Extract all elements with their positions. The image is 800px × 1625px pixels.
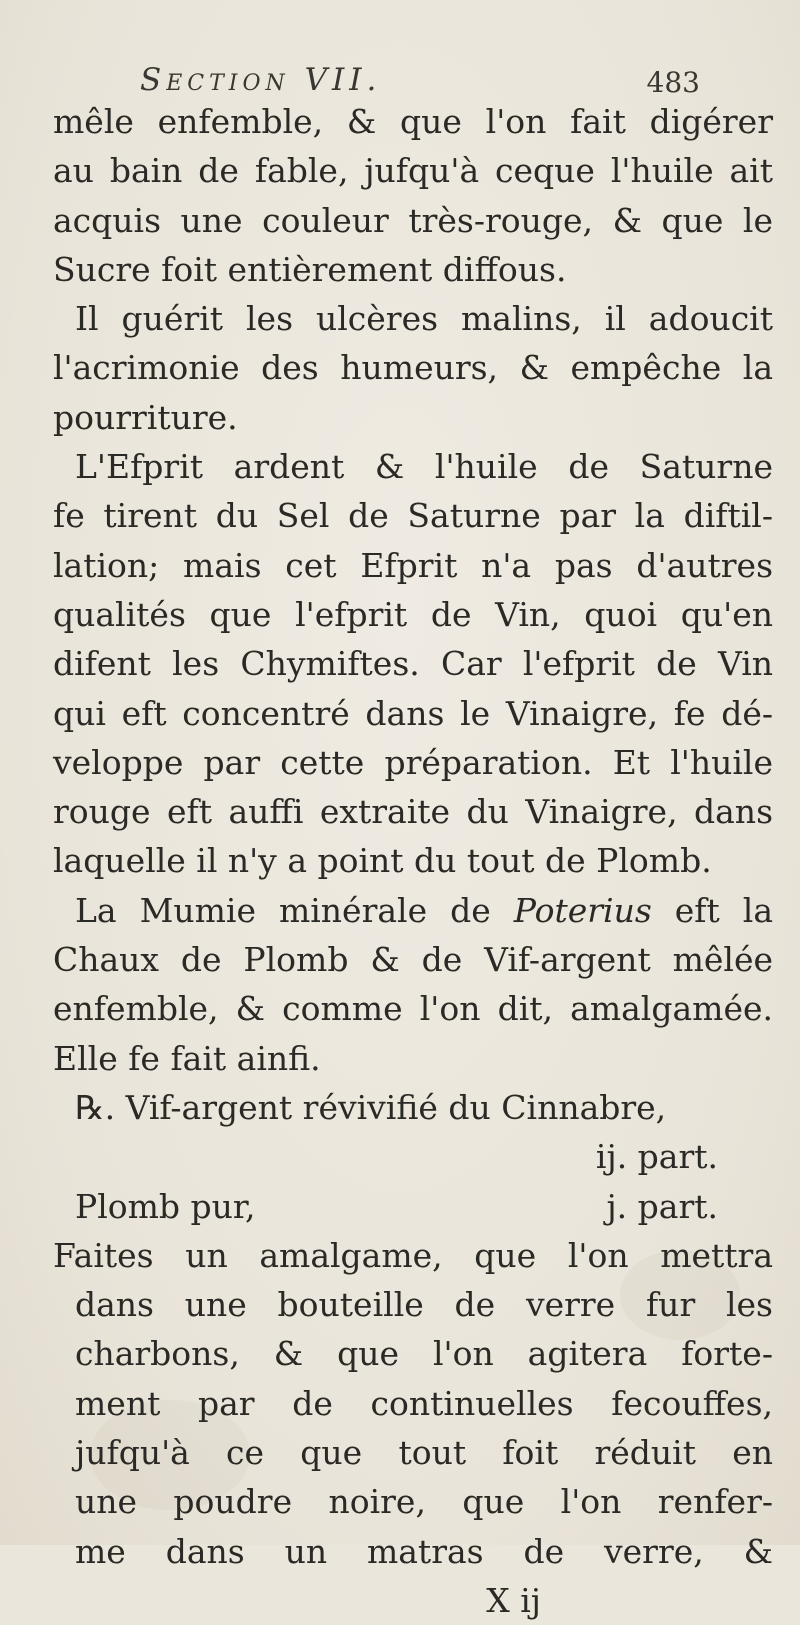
signature-mark: X ij [486, 1580, 541, 1620]
text-line: pourriture. [53, 397, 238, 437]
text-line: mêle enfemble, & que l'on fait digérer [53, 102, 773, 141]
text-line: qui eft concentré dans le Vinaigre, fe dé- [53, 693, 773, 733]
text-line: difent les Chymiftes. Car l'efprit de Vin [53, 644, 773, 684]
text-line: au bain de fable, jufqu'à ceque l'huile ait [53, 151, 773, 191]
recipe-line [53, 1182, 773, 1231]
text-line: qualités que l'efprit de Vin, quoi qu'en [53, 594, 773, 634]
text-segment: eft la [674, 890, 773, 930]
author-name: Poterius [513, 890, 652, 930]
text-line: rouge eft auffi extraite du Vinaigre, dans [53, 792, 773, 832]
recipe-line: ℞. Vif-argent révivifié du Cinnabre, [75, 1087, 667, 1127]
text-line: Sucre foit entièrement diffous. [53, 249, 567, 289]
text-line: lation; mais cet Efprit n'a pas d'autres [53, 545, 773, 585]
text-line: dans une bouteille de verre fur les [75, 1285, 773, 1325]
recipe-quantity: j. part. [606, 1186, 718, 1226]
text-line: fe tirent du Sel de Saturne par la diftil- [53, 496, 773, 536]
text-line: Chaux de Plomb & de Vif-argent mêlée [53, 940, 773, 980]
ingredient: Plomb pur, [75, 1186, 256, 1226]
running-head: Section VII. [140, 62, 382, 98]
text-line: Elle fe fait ainfi. [53, 1038, 321, 1078]
text-line: laquelle il n'y a point du tout de Plomb. [53, 841, 712, 881]
paragraph-start-line: L'Efprit ardent & l'huile de Saturne [75, 447, 773, 487]
text-line: acquis une couleur très-rouge, & que le [53, 200, 773, 240]
body-text [53, 97, 773, 1625]
text-line: charbons, & que l'on agitera forte- [75, 1334, 773, 1374]
text-line: une poudre noire, que l'on renfer- [75, 1482, 773, 1522]
page-number: 483 [646, 66, 700, 99]
paragraph-start-line [53, 886, 773, 935]
page-header [140, 62, 700, 102]
text-line: veloppe par cette préparation. Et l'huile [53, 742, 773, 782]
text-line: l'acrimonie des humeurs, & empêche la [53, 348, 773, 388]
text-line: jufqu'à ce que tout foit réduit en [75, 1433, 773, 1473]
text-line: Faites un amalgame, que l'on mettra [53, 1235, 773, 1275]
paragraph-start-line: Il guérit les ulcères malins, il adoucit [75, 299, 773, 339]
text-line: me dans un matras de verre, & [75, 1531, 773, 1571]
text-line: enfemble, & comme l'on dit, amalgamée. [53, 989, 773, 1029]
text-segment: La Mumie minérale de [75, 890, 491, 930]
recipe-quantity: ij. part. [595, 1137, 718, 1177]
text-line: ment par de continuelles fecouffes, [75, 1383, 773, 1423]
